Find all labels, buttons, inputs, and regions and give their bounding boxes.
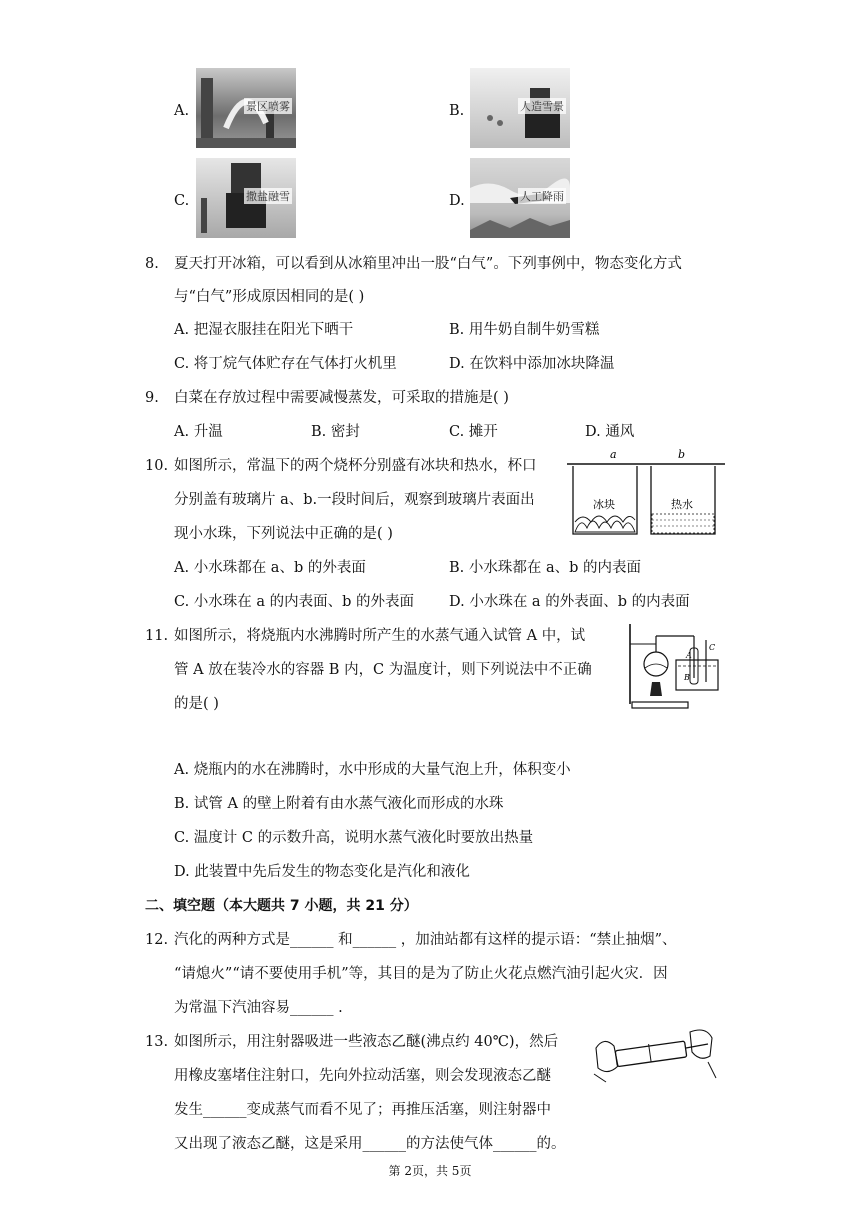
option-c-letter: C.: [174, 193, 190, 209]
caption-artificial-snow: 人造雪景: [520, 100, 564, 113]
question-11-option-b: B. 试管 A 的壁上附着有由水蒸气液化而形成的水珠: [174, 796, 504, 812]
hot-water-label: 热水: [671, 498, 693, 511]
beakers-diagram: [565, 446, 727, 538]
question-13-line-2: 用橡皮塞堵住注射口，先向外拉动活塞，则会发现液态乙醚: [174, 1068, 551, 1084]
page-footer: 第 2页，共 5页: [388, 1164, 472, 1178]
question-8-line-1: 夏天打开冰箱，可以看到从冰箱里冲出一股“白气”。下列事例中，物态变化方式: [174, 256, 682, 272]
question-13-line-4: 又出现了液态乙醚，这是采用______的方法使气体______的。: [174, 1136, 566, 1152]
question-10-option-c: C. 小水珠在 a 的内表面、b 的外表面: [174, 594, 415, 610]
question-8-option-b: B. 用牛奶自制牛奶雪糕: [449, 322, 600, 338]
caption-salt-snow-melting: 撒盐融雪: [246, 190, 290, 203]
question-11-line-2: 管 A 放在装冷水的容器 B 内，C 为温度计，则下列说法中不正确: [174, 662, 592, 678]
caption-scenic-spray: 景区喷雾: [246, 100, 290, 113]
question-10-line-3: 现小水珠，下列说法中正确的是( ): [174, 526, 393, 542]
scenic-spray-image: [196, 68, 296, 148]
question-8-option-a: A. 把湿衣服挂在阳光下晒干: [174, 322, 354, 338]
question-10-option-d: D. 小水珠在 a 的外表面、b 的内表面: [449, 594, 690, 610]
question-9-line-1: 白菜在存放过程中需要减慢蒸发，可采取的措施是( ): [174, 390, 509, 406]
question-11-option-d: D. 此装置中先后发生的物态变化是汽化和液化: [174, 864, 470, 880]
question-9-option-b: B. 密封: [311, 424, 360, 440]
question-10-number: 10.: [145, 458, 169, 474]
thermometer-label-c: C: [709, 643, 716, 652]
question-12-number: 12.: [145, 932, 169, 948]
question-10-line-1: 如图所示，常温下的两个烧杯分别盛有冰块和热水，杯口: [174, 458, 537, 474]
ice-label: 冰块: [593, 498, 615, 511]
question-13-number: 13.: [145, 1034, 169, 1050]
artificial-rain-image: [470, 158, 570, 238]
question-11-number: 11.: [145, 628, 169, 644]
container-label-b: B: [684, 673, 690, 682]
question-10-line-2: 分别盖有玻璃片 a、b.一段时间后，观察到玻璃片表面出: [174, 492, 535, 508]
artificial-snow-image: [470, 68, 570, 148]
question-13-line-3: 发生______变成蒸气而看不见了；再推压活塞，则注射器中: [174, 1102, 551, 1118]
test-tube-label-a: A: [686, 651, 692, 660]
question-9-option-d: D. 通风: [585, 424, 635, 440]
question-10-option-b: B. 小水珠都在 a、b 的内表面: [449, 560, 642, 576]
salt-snow-melting-image: [196, 158, 296, 238]
question-12-line-1: 汽化的两种方式是______ 和______ ，加油站都有这样的提示语：“禁止抽烟”、: [174, 932, 677, 948]
question-11-line-1: 如图所示，将烧瓶内水沸腾时所产生的水蒸气通入试管 A 中，试: [174, 628, 586, 644]
section-2-heading: 二、填空题（本大题共 7 小题，共 21 分）: [145, 898, 418, 914]
glass-label-a: a: [610, 448, 617, 461]
question-9-option-a: A. 升温: [174, 424, 223, 440]
option-a-letter: A.: [174, 103, 190, 119]
option-b-letter: B.: [449, 103, 465, 119]
question-11-option-c: C. 温度计 C 的示数升高，说明水蒸气液化时要放出热量: [174, 830, 534, 846]
question-13-line-1: 如图所示，用注射器吸进一些液态乙醚(沸点约 40℃)，然后: [174, 1034, 559, 1050]
caption-artificial-rain: 人工降雨: [520, 190, 564, 203]
boiling-flask-apparatus: [618, 620, 726, 712]
question-11-option-a: A. 烧瓶内的水在沸腾时，水中形成的大量气泡上升，体积变小: [174, 762, 571, 778]
syringe-diagram: [590, 1022, 718, 1084]
question-8-number: 8.: [145, 256, 159, 272]
question-8-line-2: 与“白气”形成原因相同的是( ): [174, 289, 365, 305]
question-8-option-c: C. 将丁烷气体贮存在气体打火机里: [174, 356, 397, 372]
glass-label-b: b: [678, 448, 686, 461]
question-9-option-c: C. 摊开: [449, 424, 498, 440]
question-10-option-a: A. 小水珠都在 a、b 的外表面: [174, 560, 366, 576]
question-8-option-d: D. 在饮料中添加冰块降温: [449, 356, 615, 372]
question-9-number: 9.: [145, 390, 159, 406]
question-12-line-3: 为常温下汽油容易______ .: [174, 1000, 343, 1016]
option-d-letter: D.: [449, 193, 465, 209]
question-12-line-2: “请熄火”“请不要使用手机”等，其目的是为了防止火花点燃汽油引起火灾．因: [174, 966, 668, 982]
question-11-line-3: 的是( ): [174, 696, 219, 712]
